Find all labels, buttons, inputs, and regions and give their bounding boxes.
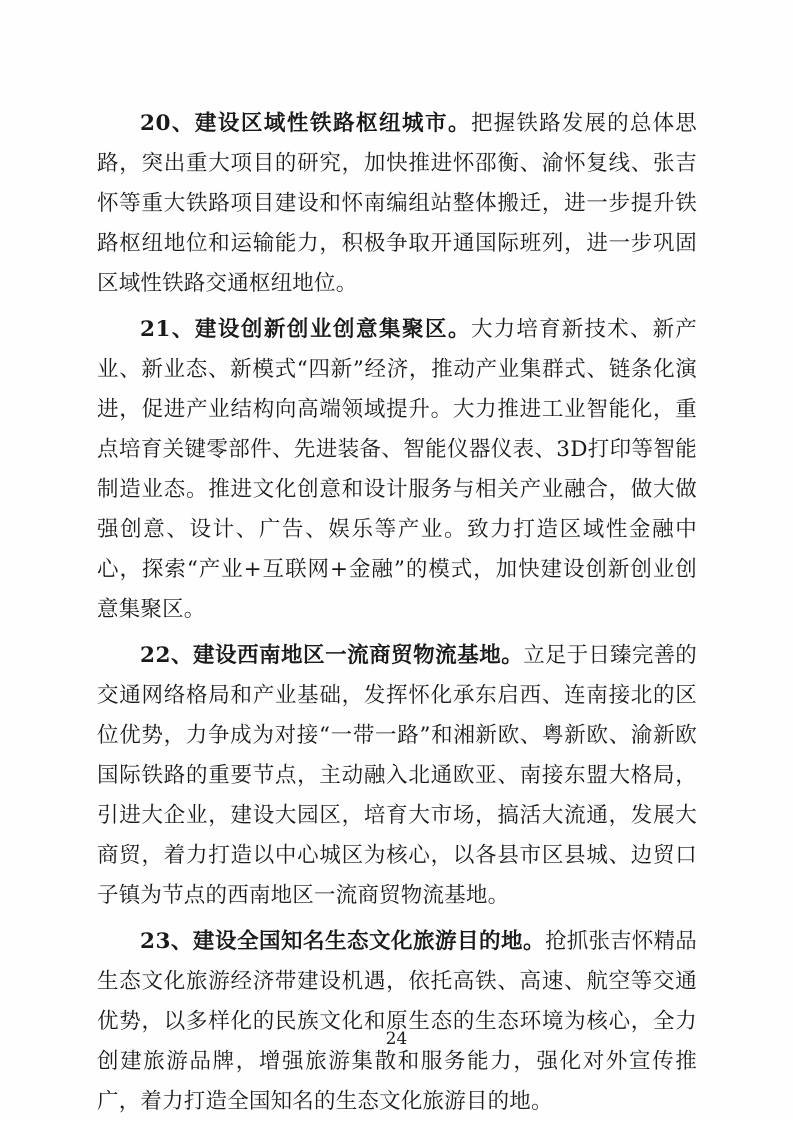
- paragraph-22-text: 立足于日臻完善的交通网络格局和产业基础，发挥怀化承东启西、连南接北的区位优势，力争成为对接“一带一路”和湘新欧、粤新欧、渝新欧国际铁路的重要节点，主动融入北通欧亚、南接东盟大格局，引进大企业，建设大园区，培育大市场，搞活大流通，发展大商贸，着力打造以中心城区为核心，以各县市区县城、边贸口子镇为节点的西南地区一流商贸物流基地。: [97, 643, 698, 908]
- paragraph-22-heading: 22、建设西南地区一流商贸物流基地。: [140, 643, 524, 668]
- paragraph-22: [97, 636, 697, 916]
- paragraph-21: [97, 310, 697, 630]
- page-number: 24: [385, 1029, 408, 1049]
- paragraph-23: [97, 922, 697, 1122]
- paragraph-20: [97, 104, 697, 304]
- paragraph-20-heading: 20、建设区域性铁路枢纽城市。: [140, 111, 471, 136]
- document-body: [97, 104, 697, 1128]
- paragraph-23-heading: 23、建设全国知名生态文化旅游目的地。: [140, 929, 546, 954]
- paragraph-20-text: 把握铁路发展的总体思路，突出重大项目的研究，加快推进怀邵衡、渝怀复线、张吉怀等重大铁路项目建设和怀南编组站整体搬迁，进一步提升铁路枢纽地位和运输能力，积极争取开通国际班列，进一步巩固区域性铁路交通枢纽地位。: [97, 111, 697, 296]
- paragraph-21-text: 大力培育新技术、新产业、新业态、新模式“四新”经济，推动产业集群式、链条化演进，促进产业结构向高端领域提升。大力推进工业智能化，重点培育关键零部件、先进装备、智能仪器仪表、3D打印等智能制造业态。推进文化创意和设计服务与相关产业融合，做大做强创意、设计、广告、娱乐等产业。致力打造区域性金融中心，探索“产业+互联网+金融”的模式，加快建设创新创业创意集聚区。: [97, 317, 697, 622]
- paragraph-23-text: 抢抓张吉怀精品生态文化旅游经济带建设机遇，依托高铁、高速、航空等交通优势，以多样化的民族文化和原生态的生态环境为核心，全力创建旅游品牌，增强旅游集散和服务能力，强化对外宣传推广，着力打造全国知名的生态文化旅游目的地。: [97, 929, 698, 1114]
- paragraph-21-heading: 21、建设创新创业创意集聚区。: [140, 317, 471, 342]
